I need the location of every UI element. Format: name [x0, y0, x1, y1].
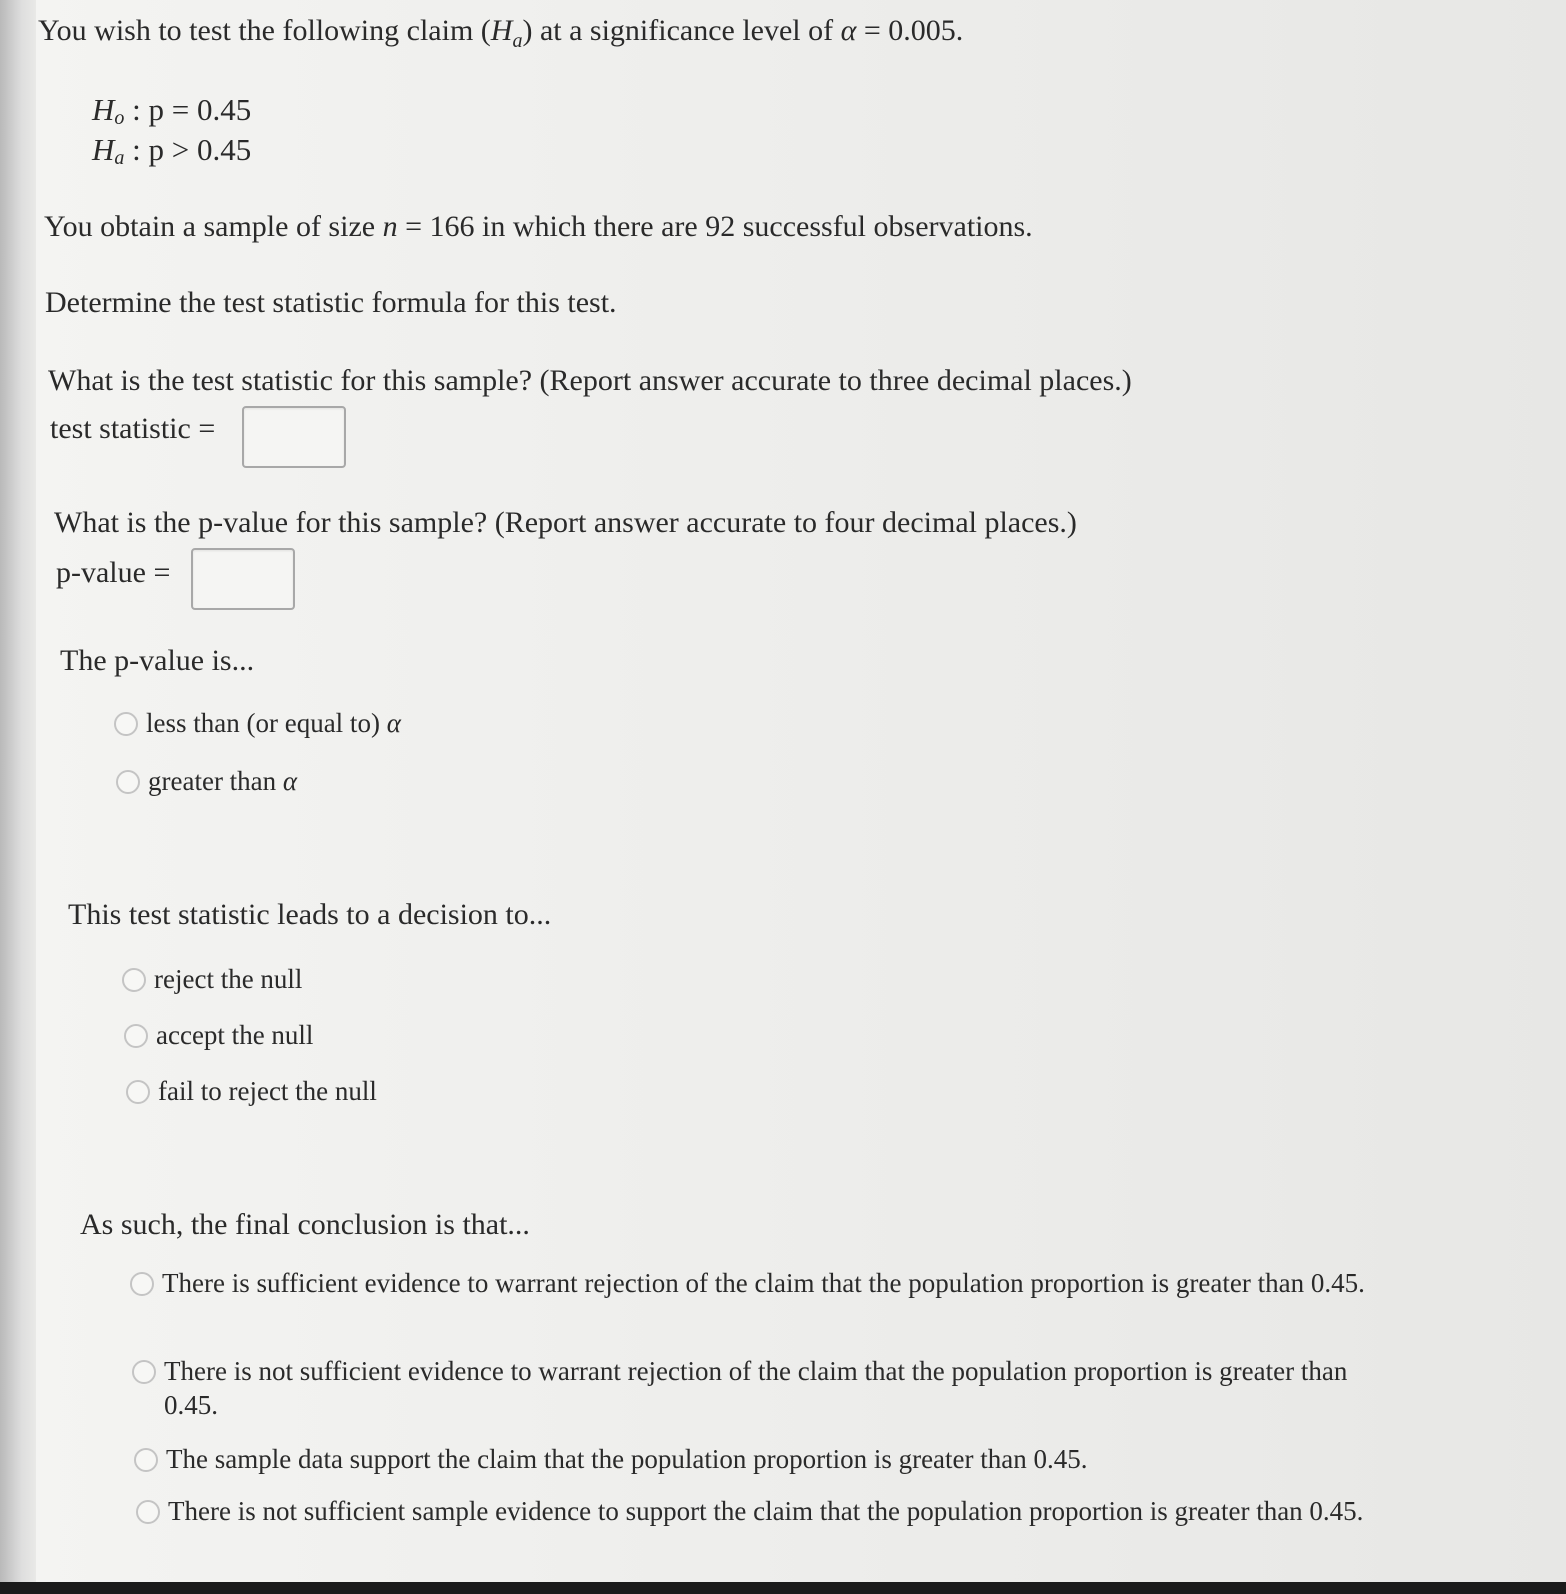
option-reject-null[interactable]	[122, 962, 302, 996]
radio-button[interactable]	[122, 968, 146, 992]
radio-button[interactable]	[116, 770, 140, 794]
p-value-input[interactable]	[191, 548, 295, 610]
option-label: There is not sufficient sample evidence to support the claim that the population proportion is greater than 0.45.	[168, 1496, 1364, 1526]
option-label: greater than α	[148, 766, 298, 796]
screen-bottom-edge	[0, 1582, 1566, 1594]
p-value-label: p-value =	[56, 556, 171, 589]
null-hypothesis: $H_o$ : p = 0.45	[92, 92, 252, 129]
formula-prompt: Determine the test statistic formula for this test.	[45, 286, 617, 319]
radio-button[interactable]	[132, 1360, 156, 1384]
sample-description: You obtain a sample of size n = 166 in which there are 92 successful observations.	[44, 210, 1033, 243]
option-greater-than-alpha[interactable]	[116, 764, 297, 798]
option-less-than-alpha[interactable]	[114, 706, 401, 740]
conclusion-prompt: As such, the final conclusion is that...	[80, 1208, 530, 1241]
decision-prompt: This test statistic leads to a decision to...	[68, 898, 552, 931]
radio-button[interactable]	[136, 1500, 160, 1524]
test-statistic-question: What is the test statistic for this sample? (Report answer accurate to three decimal places.)	[48, 364, 1132, 397]
option-label: accept the null	[156, 1020, 314, 1050]
option-label: fail to reject the null	[158, 1076, 377, 1106]
screen-left-edge	[0, 0, 36, 1594]
option-label: There is sufficient evidence to warrant rejection of the claim that the population proportion is greater than 0.45.	[162, 1268, 1365, 1298]
radio-button[interactable]	[130, 1272, 154, 1296]
test-statistic-input[interactable]	[242, 406, 346, 468]
option-accept-null[interactable]	[124, 1018, 313, 1052]
option-label: The sample data support the claim that the population proportion is greater than 0.45.	[166, 1444, 1088, 1474]
intro-text: You wish to test the following claim $(H_a)$ at a significance level of α = 0.005.	[38, 14, 964, 52]
conclusion-option-3[interactable]	[134, 1442, 1424, 1476]
radio-button[interactable]	[124, 1024, 148, 1048]
radio-button[interactable]	[114, 712, 138, 736]
p-value-comparison-prompt: The p-value is...	[60, 644, 255, 677]
radio-button[interactable]	[126, 1080, 150, 1104]
conclusion-option-4[interactable]	[136, 1494, 1426, 1528]
option-label: reject the null	[154, 964, 303, 994]
test-statistic-label: test statistic =	[50, 412, 216, 445]
option-label: less than (or equal to) α	[146, 708, 401, 738]
radio-button[interactable]	[134, 1448, 158, 1472]
alt-hypothesis: $H_a$ : p > 0.45	[92, 132, 252, 169]
option-fail-to-reject-null[interactable]	[126, 1074, 377, 1108]
p-value-question: What is the p-value for this sample? (Report answer accurate to four decimal places.)	[54, 506, 1077, 539]
conclusion-option-1[interactable]	[130, 1266, 1420, 1300]
option-label: There is not sufficient evidence to warrant rejection of the claim that the population proportion is greater than 0.45.	[164, 1356, 1348, 1420]
conclusion-option-2[interactable]	[132, 1354, 1422, 1422]
